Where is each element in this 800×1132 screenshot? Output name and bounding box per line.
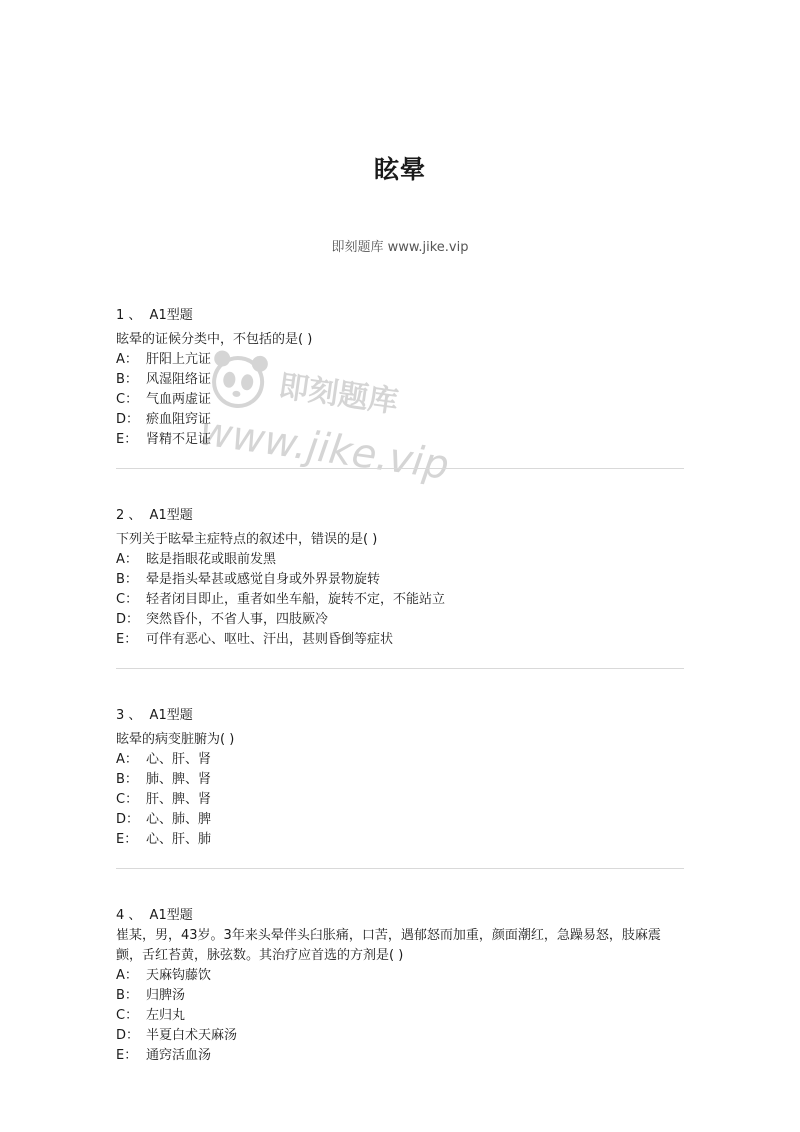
- option-text: 肺、脾、肾: [146, 772, 212, 787]
- question-header: [116, 306, 686, 326]
- question-type: A1型题: [149, 708, 193, 723]
- question-text: 眩晕的病变脏腑为( ): [116, 732, 235, 747]
- option-text: 左归丸: [146, 1008, 186, 1023]
- option-b: [116, 570, 686, 590]
- option-letter: E：: [116, 632, 138, 647]
- question-text: 崔某，男，43岁。3年来头晕伴头臼胀痛，口苦，遇郁怒而加重，颜面潮红，急躁易怒，肢麻震颤，舌红苔黄，脉弦数。其治疗应首选的方剂是( ): [116, 928, 661, 963]
- option-text: 风湿阻络证: [146, 372, 212, 387]
- watermark-brand-cn: 即刻题库: [276, 368, 401, 421]
- question-header: [116, 506, 686, 526]
- option-d: [116, 1026, 686, 1046]
- option-text: 眩是指眼花或眼前发黑: [146, 552, 277, 567]
- option-c: [116, 790, 686, 810]
- option-letter: B：: [116, 988, 138, 1003]
- question-type: A1型题: [149, 508, 193, 523]
- option-e: [116, 430, 686, 450]
- question-number: 3 、: [116, 708, 142, 723]
- option-letter: B：: [116, 772, 138, 787]
- option-text: 天麻钩藤饮: [146, 968, 212, 983]
- option-letter: C：: [116, 792, 139, 807]
- watermark-brand-url: www.jike.vip: [196, 408, 452, 489]
- page-subtitle: 即刻题库 www.jike.vip: [331, 240, 469, 255]
- option-e: [116, 630, 686, 650]
- option-e: [116, 1046, 686, 1066]
- option-letter: A：: [116, 352, 138, 367]
- option-e: [116, 830, 686, 850]
- option-letter: A：: [116, 968, 138, 983]
- option-letter: E：: [116, 832, 138, 847]
- option-text: 肾精不足证: [146, 432, 212, 447]
- option-text: 肝阳上亢证: [146, 352, 212, 367]
- question-2: [116, 506, 686, 650]
- option-c: [116, 1006, 686, 1026]
- option-letter: A：: [116, 752, 138, 767]
- option-letter: C：: [116, 392, 139, 407]
- option-letter: B：: [116, 372, 138, 387]
- question-text: 眩晕的证候分类中，不包括的是( ): [116, 332, 313, 347]
- option-text: 轻者闭目即止，重者如坐车船，旋转不定，不能站立: [146, 592, 446, 607]
- option-b: [116, 986, 686, 1006]
- option-d: [116, 810, 686, 830]
- question-3: [116, 706, 686, 850]
- option-text: 心、肺、脾: [146, 812, 212, 827]
- option-text: 可伴有恶心、呕吐、汗出，甚则昏倒等症状: [146, 632, 394, 647]
- option-text: 肝、脾、肾: [146, 792, 212, 807]
- option-text: 突然昏仆，不省人事，四肢厥冷: [146, 612, 329, 627]
- option-d: [116, 410, 686, 430]
- option-letter: D：: [116, 812, 140, 827]
- question-header: [116, 706, 686, 726]
- option-letter: E：: [116, 1048, 138, 1063]
- question-type: A1型题: [149, 308, 193, 323]
- option-letter: A：: [116, 552, 138, 567]
- option-text: 半夏白术天麻汤: [146, 1028, 238, 1043]
- option-letter: B：: [116, 572, 138, 587]
- option-letter: E：: [116, 432, 138, 447]
- question-divider: [116, 468, 684, 469]
- option-text: 气血两虚证: [146, 392, 212, 407]
- question-number: 4 、: [116, 908, 142, 923]
- option-letter: D：: [116, 1028, 140, 1043]
- option-a: [116, 350, 686, 370]
- option-text: 心、肝、肺: [146, 832, 212, 847]
- option-letter: C：: [116, 1008, 139, 1023]
- option-letter: D：: [116, 412, 140, 427]
- question-4: [116, 906, 686, 1066]
- option-d: [116, 610, 686, 630]
- question-type: A1型题: [149, 908, 193, 923]
- option-letter: D：: [116, 612, 140, 627]
- option-a: [116, 966, 686, 986]
- option-c: [116, 390, 686, 410]
- option-a: [116, 750, 686, 770]
- page-title: 眩晕: [373, 155, 426, 184]
- question-header: [116, 906, 686, 926]
- question-text: 下列关于眩晕主症特点的叙述中，错误的是( ): [116, 532, 378, 547]
- question-number: 2 、: [116, 508, 142, 523]
- question-number: 1 、: [116, 308, 142, 323]
- question-divider: [116, 668, 684, 669]
- option-text: 通窍活血汤: [146, 1048, 212, 1063]
- option-text: 归脾汤: [146, 988, 186, 1003]
- option-b: [116, 370, 686, 390]
- question-1: [116, 306, 686, 450]
- option-c: [116, 590, 686, 610]
- option-text: 心、肝、肾: [146, 752, 212, 767]
- question-divider: [116, 868, 684, 869]
- option-text: 晕是指头晕甚或感觉自身或外界景物旋转: [146, 572, 381, 587]
- option-b: [116, 770, 686, 790]
- option-text: 瘀血阻窍证: [146, 412, 212, 427]
- option-letter: C：: [116, 592, 139, 607]
- option-a: [116, 550, 686, 570]
